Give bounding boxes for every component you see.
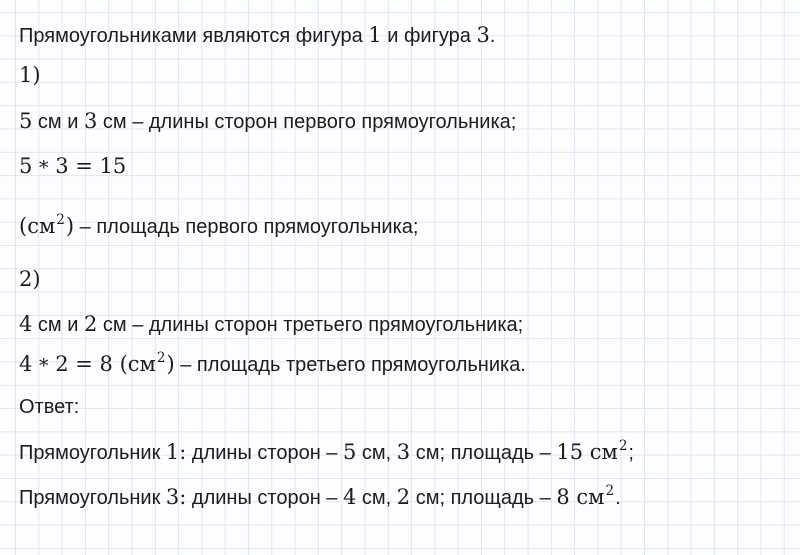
math-segment: 5 (19, 154, 40, 178)
line-item2-label (19, 264, 41, 295)
line-rect3-calc (19, 349, 526, 380)
text-segment: см; площадь – (410, 487, 557, 509)
line-rect1-area-unit (19, 211, 418, 242)
text-segment: см, (356, 442, 397, 464)
line-item1-label (19, 60, 41, 91)
math-segment: 1 (368, 23, 382, 47)
math-segment: 1) (19, 63, 41, 87)
math-segment: 3 (396, 440, 411, 464)
math-segment: 5 (342, 440, 357, 464)
text-segment: . (489, 25, 496, 47)
text-segment: длины сторон – (186, 487, 343, 509)
superscript-segment: 2 (618, 438, 628, 454)
math-segment: 1: (165, 440, 187, 464)
math-segment: 3 (83, 109, 98, 133)
math-segment: 2) (19, 267, 41, 291)
math-segment: 3 = 15 (48, 154, 127, 178)
math-segment: ) (166, 352, 175, 376)
text-segment: – площадь первого прямоугольника; (74, 216, 419, 238)
text-segment: Ответ: (19, 396, 80, 418)
text-segment: см и (32, 111, 84, 133)
text-segment: длины сторон – (186, 442, 343, 464)
text-segment: см и (32, 314, 84, 336)
math-segment: 4 (19, 312, 33, 336)
text-segment: – площадь третьего прямоугольника. (174, 354, 526, 376)
line-rect3-sides (19, 309, 523, 340)
line-intro (19, 20, 495, 51)
math-segment: 3 (476, 23, 490, 47)
math-segment: 3: (165, 485, 187, 509)
math-segment: 2 = 8 (см (48, 352, 156, 376)
text-segment: и фигура (381, 25, 477, 47)
text-segment: Прямоугольник (19, 442, 166, 464)
line-answer-rect3 (19, 482, 621, 513)
text-segment: Прямоугольниками являются фигура (19, 25, 369, 47)
multiplication-asterisk: * (39, 355, 49, 377)
superscript-segment: 2 (56, 212, 65, 228)
line-answer-label (19, 392, 79, 422)
line-answer-rect1 (19, 437, 634, 468)
math-segment: ) (65, 214, 75, 238)
text-segment: Прямоугольник (19, 487, 166, 509)
math-segment: (см (19, 214, 56, 238)
text-segment: см – длины сторон первого прямоугольника; (97, 111, 517, 133)
line-rect1-sides (19, 106, 516, 137)
math-segment: 8 см (556, 485, 605, 509)
math-segment: 4 (19, 352, 40, 376)
math-segment: 5 (19, 109, 33, 133)
line-rect1-calc (19, 151, 126, 182)
math-segment: 2 (396, 485, 411, 509)
text-segment: ; (628, 442, 634, 464)
superscript-segment: 2 (605, 483, 615, 499)
math-segment: 4 (342, 485, 357, 509)
multiplication-asterisk: * (39, 157, 49, 179)
text-segment: . (615, 487, 621, 509)
superscript-segment: 2 (156, 350, 166, 366)
text-segment: см, (356, 487, 397, 509)
text-segment: см – длины сторон третьего прямоугольника; (97, 314, 524, 336)
math-segment: 15 см (556, 440, 618, 464)
text-segment: см; площадь – (410, 442, 557, 464)
math-segment: 2 (83, 312, 98, 336)
